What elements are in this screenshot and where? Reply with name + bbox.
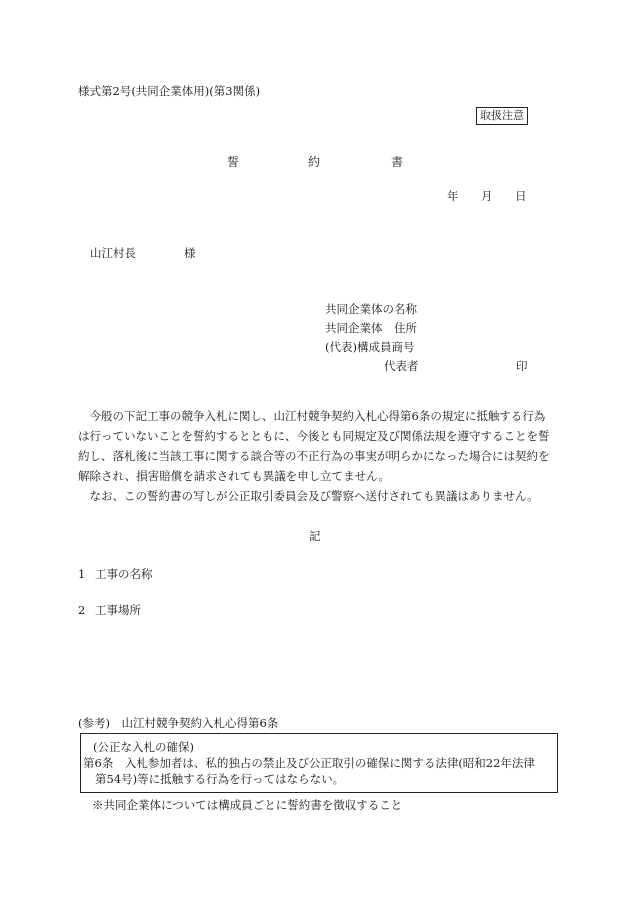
title-char-3: 書 [391, 155, 404, 169]
addressee-name: 山江村長 [90, 246, 136, 260]
reference-box-line-1: 第6条 入札参加者は、私的独占の禁止及び公正取引の確保に関する法律(昭和22年法律 [83, 756, 535, 770]
jv-address-label: 共同企業体 住所 [325, 321, 417, 335]
handling-caution-stamp: 取扱注意 [476, 107, 528, 125]
reference-box-line-2: 第54号)等に抵触する行為を行ってはならない。 [95, 772, 345, 786]
item-2-number: 2 [78, 603, 86, 617]
date-day: 日 [515, 189, 527, 203]
item-2-label: 工事場所 [95, 603, 141, 617]
item-1-label: 工事の名称 [95, 567, 153, 581]
member-name-label: (代表)構成員商号 [325, 340, 415, 354]
form-number: 様式第2号(共同企業体用)(第3関係) [78, 84, 261, 98]
title-char-2: 約 [308, 155, 321, 169]
pledge-paragraph-2: なお、この誓約書の写しが公正取引委員会及び警察へ送付されても異議はありません。 [89, 489, 539, 503]
addressee-honorific: 様 [184, 246, 196, 260]
title-char-1: 誓 [227, 155, 240, 169]
jv-name-label: 共同企業体の名称 [325, 302, 417, 316]
reference-heading: (参考) 山江村競争契約入札心得第6条 [78, 716, 279, 730]
pledge-paragraph-1: 今般の下記工事の競争入札に関し、山江村競争契約入札心得第6条の規定に抵触する行為は行っていないことを誓約するとともに、今後とも同規定及び関係法規を遵守することを誓約し、落札後に当該工事に関する談合等の不正行為の事実が明らかになった場合には契約を解除され、損害賠償を請求されても異議を申し立てません。 [78, 409, 550, 483]
reference-box [80, 733, 558, 793]
reference-box-title: (公正な入札の確保) [93, 740, 194, 754]
representative-label: 代表者 [384, 359, 419, 373]
seal-mark: 印 [516, 359, 528, 373]
item-1-number: 1 [78, 567, 86, 581]
footnote: ※共同企業体については構成員ごとに誓約書を徴収すること [92, 798, 403, 812]
date-year: 年 [447, 189, 459, 203]
date-month: 月 [481, 189, 493, 203]
ki-marker: 記 [309, 529, 321, 543]
